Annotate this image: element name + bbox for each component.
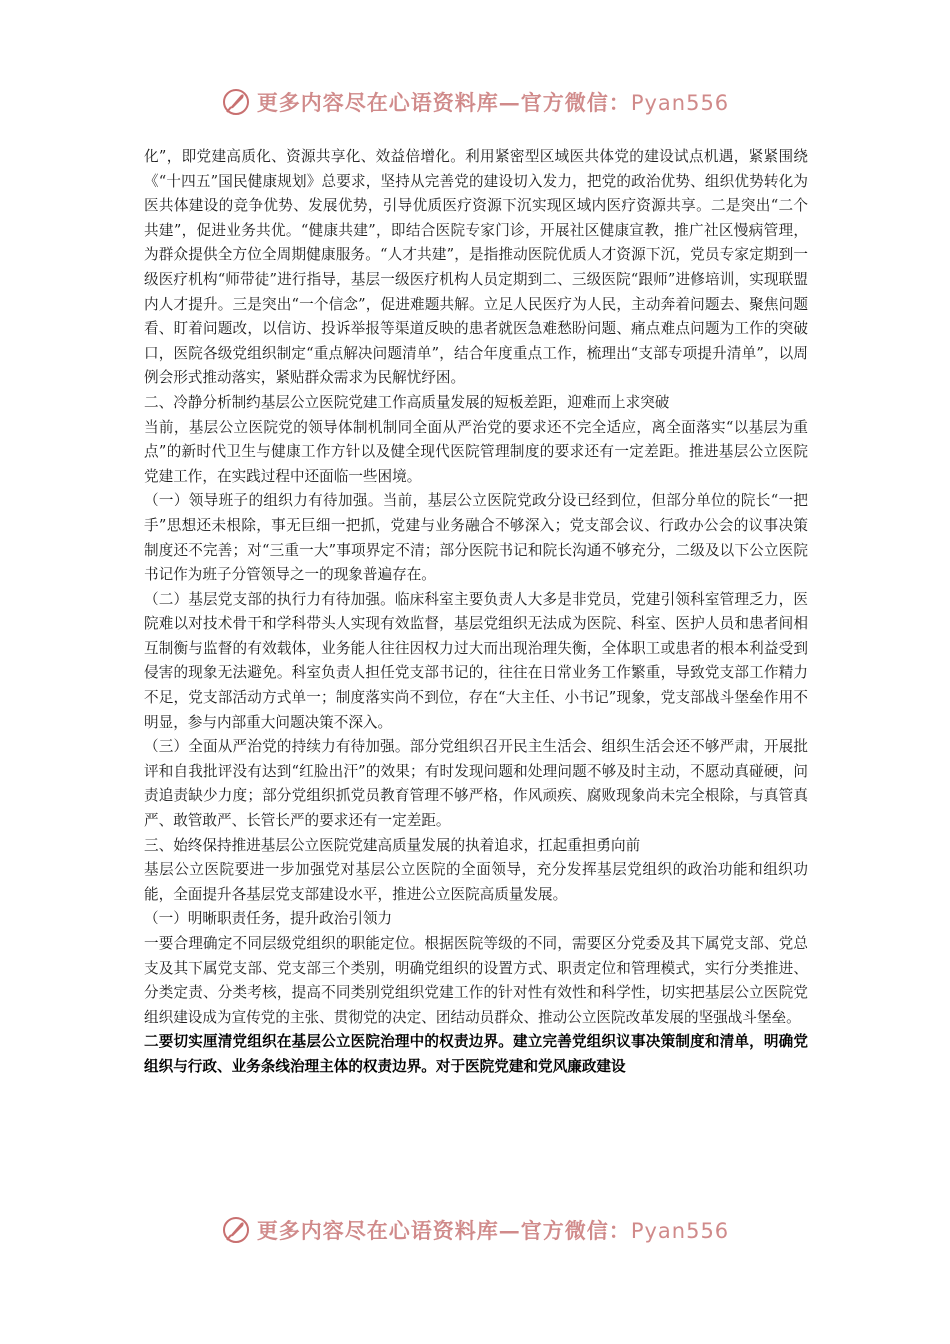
- paragraph-5: （三）全面从严治党的持续力有待加强。部分党组织召开民主生活会、组织生活会还不够严肃，开展批评和自我批评没有达到“红脸出汗”的效果；有时发现问题和处理问题不够及时主动，不愿动真碰硬，问责追责缺少力度；部分党组织抓党员教育管理不够严格，作风顽疾、腐败现象尚未完全根除，与真管真严、敢管敢严、长管长严的要求还有一定差距。: [144, 738, 808, 830]
- paragraph-3: （一）领导班子的组织力有待加强。当前，基层公立医院党政分设已经到位，但部分单位的院长“一把手”思想还未根除，事无巨细一把抓，党建与业务融合不够深入；党支部会议、行政办公会的议事决策制度还不完善；对“三重一大”事项界定不清；部分医院书记和院长沟通不够充分，二级及以下公立医院书记作为班子分管领导之一的现象普遍存在。: [144, 492, 808, 584]
- paragraph-6: 基层公立医院要进一步加强党对基层公立医院的全面领导，充分发挥基层党组织的政治功能和组织功能，全面提升各基层党支部建设水平，推进公立医院高质量发展。: [144, 861, 808, 903]
- watermark-text: 更多内容尽在心语资料库—官方微信：Pyan556: [256, 1218, 730, 1243]
- document-body: [144, 145, 808, 1080]
- watermark-footer: [0, 1210, 950, 1250]
- section-heading-2: 二、冷静分析制约基层公立医院党建工作高质量发展的短板差距，迎难而上求突破: [144, 393, 670, 411]
- paragraph-1: 化”，即党建高质化、资源共享化、效益倍增化。利用紧密型区域医共体党的建设试点机遇，紧紧围绕《“十四五”国民健康规划》总要求，坚持从完善党的建设切入发力，把党的政治优势、组织优势转化为医共体建设的竞争优势、发展优势，引导优质医疗资源下沉实现区域内医疗资源共享。二是突出“二个共建”，促进业务共优。“健康共建”，即结合医院专家门诊，开展社区健康宣教，推广社区慢病管理，为群众提供全方位全周期健康服务。“人才共建”，是指推动医院优质人才资源下沉，党员专家定期到一级医疗机构“师带徒”进行指导，基层一级医疗机构人员定期到二、三级医院“跟师”进修培训，实现联盟内人才提升。三是突出“一个信念”，促进难题共解。立足人民医疗为人民，主动奔着问题去、聚焦问题看、盯着问题改，以信访、投诉举报等渠道反映的患者就医急难愁盼问题、痛点难点问题为工作的突破口，医院各级党组织制定“重点解决问题清单”，结合年度重点工作，梳理出“支部专项提升清单”，以周例会形式推动落实，紧贴群众需求为民解忧纾困。: [144, 148, 808, 387]
- watermark-header: [0, 82, 950, 122]
- feather-pen-logo-icon: [221, 87, 251, 117]
- subheading-3-1: （一）明晰职责任务，提升政治引领力: [144, 910, 393, 928]
- section-heading-3: 三、始终保持推进基层公立医院党建高质量发展的执着追求，扛起重担勇向前: [144, 836, 641, 854]
- paragraph-7: 一要合理确定不同层级党组织的职能定位。根据医院等级的不同，需要区分党委及其下属党支部、党总支及其下属党支部、党支部三个类别，明确党组织的设置方式、职责定位和管理模式，实行分类推进、分类定责、分类考核，提高不同类别党组织党建工作的针对性有效性和科学性，切实把基层公立医院党组织建设成为宣传党的主张、贯彻党的决定、团结动员群众、推动公立医院改革发展的坚强战斗堡垒。: [144, 935, 808, 1026]
- watermark-wechat-id: Pyan556: [630, 91, 730, 115]
- watermark-wechat-id: Pyan556: [630, 1219, 730, 1243]
- watermark-text: 更多内容尽在心语资料库—官方微信：Pyan556: [256, 90, 730, 115]
- paragraph-8-bold: 二要切实厘清党组织在基层公立医院治理中的权责边界。建立完善党组织议事决策制度和清单，明确党组织与行政、业务条线治理主体的权责边界。对于医院党建和党风廉政建设: [144, 1033, 808, 1075]
- feather-pen-logo-icon: [221, 1215, 251, 1245]
- paragraph-2: 当前，基层公立医院党的领导体制机制同全面从严治党的要求还不完全适应，离全面落实“以基层为重点”的新时代卫生与健康工作方针以及健全现代医院管理制度的要求还有一定差距。推进基层公立医院党建工作，在实践过程中还面临一些困境。: [144, 418, 808, 485]
- paragraph-4: （二）基层党支部的执行力有待加强。临床科室主要负责人大多是非党员，党建引领科室管理乏力，医院难以对技术骨干和学科带头人实现有效监督，基层党组织无法成为医院、科室、医护人员和患者间相互制衡与监督的有效载体，业务能人往往因权力过大而出现治理失衡，全体职工或患者的根本利益受到侵害的现象无法避免。科室负责人担任党支部书记的，往往在日常业务工作繁重，导致党支部工作精力不足，党支部活动方式单一；制度落实尚不到位，存在“大主任、小书记”现象，党支部战斗堡垒作用不明显，参与内部重大问题决策不深入。: [144, 590, 808, 731]
